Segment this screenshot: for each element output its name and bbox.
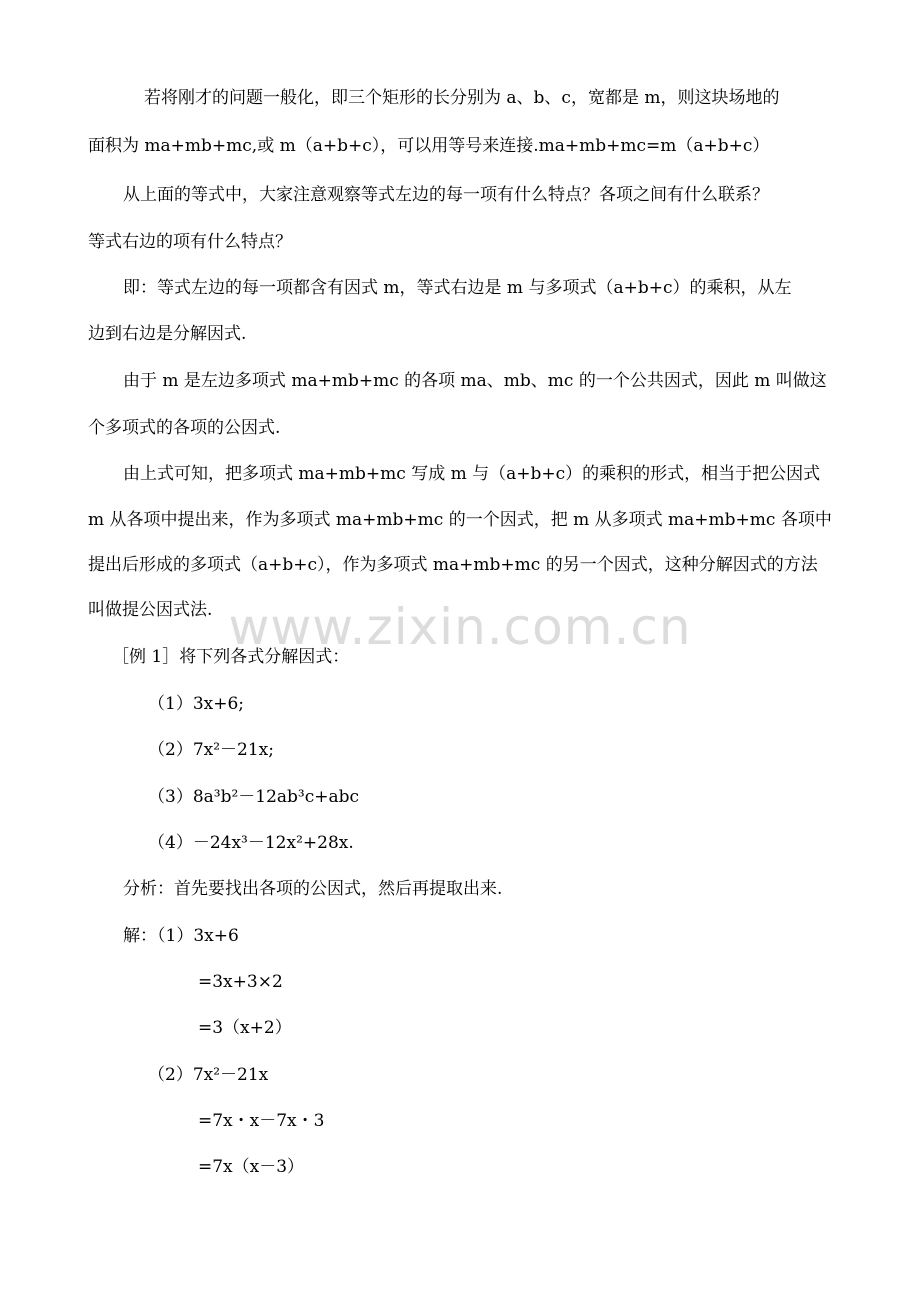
paragraph-1-line-1: 若将刚才的问题一般化，即三个矩形的长分别为 a、b、c，宽都是 m，则这块场地的: [144, 88, 780, 108]
solution-1-step-2: =3（x+2）: [198, 1018, 292, 1038]
paragraph-5-line-3: 提出后形成的多项式（a+b+c），作为多项式 ma+mb+mc 的另一个因式，这种分解因式的方法: [88, 555, 818, 575]
paragraph-2-line-2: 等式右边的项有什么特点？: [88, 232, 292, 252]
solution-2-heading: （2）7x²－21x: [148, 1065, 269, 1085]
example-item-4: （4）－24x³－12x²+28x.: [148, 833, 354, 853]
solution-1-heading: 解：（1）3x+6: [123, 926, 239, 946]
example-item-2: （2）7x²－21x;: [148, 740, 274, 760]
solution-2-step-2: =7x（x－3）: [198, 1157, 305, 1177]
paragraph-4-line-1: 由于 m 是左边多项式 ma+mb+mc 的各项 ma、mb、mc 的一个公共因式，因此 m 叫做这: [123, 371, 827, 391]
paragraph-5-line-4: 叫做提公因式法.: [88, 600, 213, 620]
solution-1-step-1: =3x+3×2: [198, 972, 283, 992]
paragraph-2-line-1: 从上面的等式中，大家注意观察等式左边的每一项有什么特点？各项之间有什么联系？: [123, 185, 769, 205]
paragraph-1-line-2: 面积为 ma+mb+mc,或 m（a+b+c），可以用等号来连接.ma+mb+mc=m（a+b+c）: [88, 136, 770, 156]
solution-2-step-1: =7x・x－7x・3: [198, 1111, 325, 1131]
paragraph-3-line-1: 即：等式左边的每一项都含有因式 m，等式右边是 m 与多项式（a+b+c）的乘积，从左: [123, 278, 792, 298]
paragraph-5-line-2: m 从各项中提出来，作为多项式 ma+mb+mc 的一个因式，把 m 从多项式 ma+mb+mc 各项中: [88, 510, 832, 530]
example-item-1: （1）3x+6;: [148, 694, 245, 714]
paragraph-4-line-2: 个多项式的各项的公因式.: [88, 418, 281, 438]
example-heading: ［例 1］将下列各式分解因式：: [112, 647, 350, 667]
analysis-text: 分析：首先要找出各项的公因式，然后再提取出来.: [123, 879, 503, 899]
example-item-3: （3）8a³b²－12ab³c+abc: [148, 787, 360, 807]
watermark: www.zixin.com.cn: [228, 598, 692, 656]
paragraph-5-line-1: 由上式可知，把多项式 ma+mb+mc 写成 m 与（a+b+c）的乘积的形式，相当于把公因式: [123, 464, 821, 484]
paragraph-3-line-2: 边到右边是分解因式.: [88, 324, 247, 344]
